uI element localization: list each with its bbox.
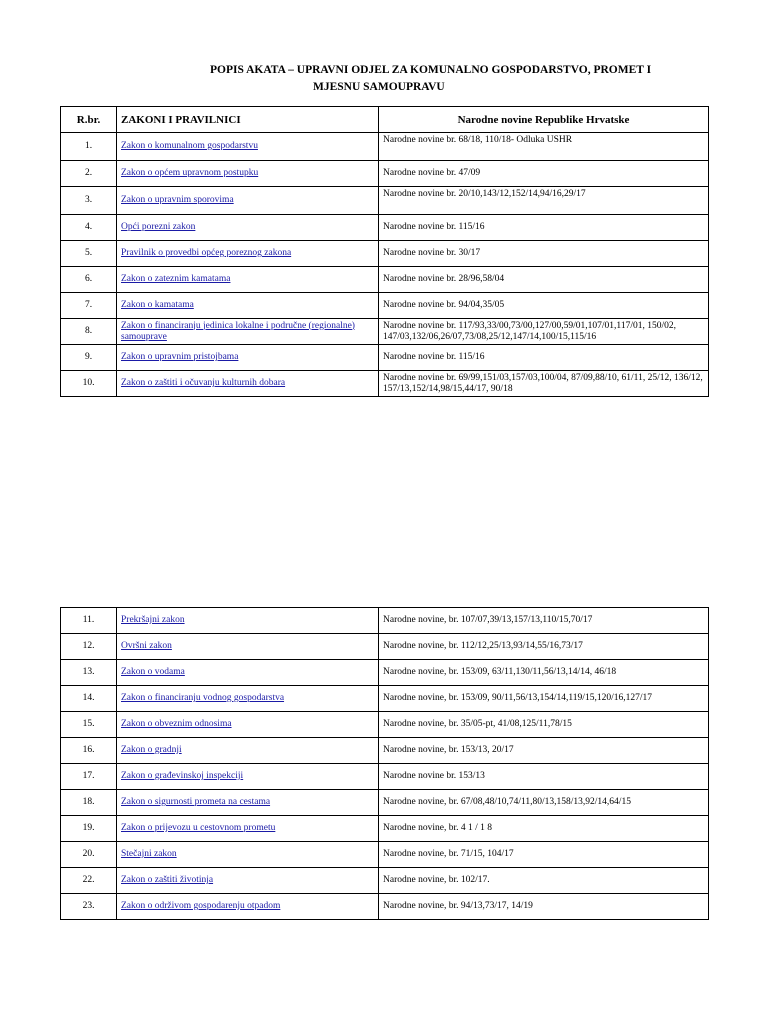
- law-link[interactable]: Zakon o održivom gospodarenju otpadom: [121, 901, 281, 911]
- table-row: [61, 738, 709, 764]
- row-number: 8.: [61, 319, 117, 345]
- row-number: 15.: [61, 712, 117, 738]
- table-row: [61, 345, 709, 371]
- table-row: [61, 215, 709, 241]
- law-link[interactable]: Zakon o upravnim pristojbama: [121, 352, 239, 362]
- row-number: 2.: [61, 161, 117, 187]
- table-row: [61, 868, 709, 894]
- title-line-2: MJESNU SAMOUPRAVU: [313, 81, 445, 93]
- gazette-reference: Narodne novine, br. 153/09, 90/11,56/13,154/14,119/15,120/16,127/17: [379, 686, 709, 712]
- law-cell: [117, 738, 379, 764]
- gazette-reference: Narodne novine, br. 107/07,39/13,157/13,110/15,70/17: [379, 608, 709, 634]
- law-link[interactable]: Zakon o gradnji: [121, 745, 182, 755]
- law-link[interactable]: Pravilnik o provedbi općeg poreznog zakona: [121, 248, 292, 258]
- row-number: 4.: [61, 215, 117, 241]
- table-row: [61, 187, 709, 215]
- table-row: [61, 686, 709, 712]
- gazette-reference: Narodne novine br. 153/13: [379, 764, 709, 790]
- law-link[interactable]: Prekršajni zakon: [121, 615, 185, 625]
- law-cell: [117, 293, 379, 319]
- table-row: [61, 319, 709, 345]
- acts-table-part-2: [60, 607, 709, 920]
- law-cell: [117, 868, 379, 894]
- row-number: 6.: [61, 267, 117, 293]
- law-cell: [117, 187, 379, 215]
- row-number: 9.: [61, 345, 117, 371]
- table-row: [61, 371, 709, 397]
- gazette-reference: Narodne novine, br. 4 1 / 1 8: [379, 816, 709, 842]
- law-cell: [117, 267, 379, 293]
- law-cell: [117, 894, 379, 920]
- gazette-reference: Narodne novine br. 69/99,151/03,157/03,100/04, 87/09,88/10, 61/11, 25/12, 136/12, 157/13,152/14,98/15,44/17, 90/18: [379, 371, 709, 397]
- law-link[interactable]: Zakon o financiranju jedinica lokalne i područne (regionalne) samouprave: [121, 320, 355, 342]
- law-link[interactable]: Zakon o vodama: [121, 667, 185, 677]
- gazette-reference: Narodne novine br. 115/16: [379, 215, 709, 241]
- table-row: [61, 267, 709, 293]
- gazette-reference: Narodne novine br. 68/18, 110/18- Odluka USHR: [379, 133, 709, 161]
- table-row: [61, 161, 709, 187]
- law-cell: [117, 660, 379, 686]
- law-cell: [117, 215, 379, 241]
- header-gazette: Narodne novine Republike Hrvatske: [379, 107, 709, 133]
- law-cell: [117, 608, 379, 634]
- law-cell: [117, 345, 379, 371]
- law-link[interactable]: Zakon o upravnim sporovima: [121, 195, 234, 205]
- table-row: [61, 894, 709, 920]
- law-cell: [117, 634, 379, 660]
- row-number: 19.: [61, 816, 117, 842]
- law-cell: [117, 816, 379, 842]
- law-link[interactable]: Zakon o financiranju vodnog gospodarstva: [121, 693, 285, 703]
- table-row: [61, 842, 709, 868]
- law-link[interactable]: Zakon o kamatama: [121, 300, 194, 310]
- table-row: [61, 660, 709, 686]
- gazette-reference: Narodne novine, br. 153/09, 63/11,130/11,56/13,14/14, 46/18: [379, 660, 709, 686]
- gazette-reference: Narodne novine, br. 94/13,73/17, 14/19: [379, 894, 709, 920]
- law-link[interactable]: Zakon o obveznim odnosima: [121, 719, 232, 729]
- law-link[interactable]: Opći porezni zakon: [121, 222, 196, 232]
- table-row: [61, 608, 709, 634]
- row-number: 16.: [61, 738, 117, 764]
- header-law: ZAKONI I PRAVILNICI: [117, 107, 379, 133]
- law-cell: [117, 241, 379, 267]
- row-number: 22.: [61, 868, 117, 894]
- gazette-reference: Narodne novine, br. 35/05-pt, 41/08,125/11,78/15: [379, 712, 709, 738]
- law-link[interactable]: Ovršni zakon: [121, 641, 172, 651]
- law-link[interactable]: Zakon o građevinskoj inspekciji: [121, 771, 244, 781]
- law-cell: [117, 790, 379, 816]
- header-number: R.br.: [61, 107, 117, 133]
- row-number: 18.: [61, 790, 117, 816]
- law-cell: [117, 712, 379, 738]
- law-cell: [117, 686, 379, 712]
- law-cell: [117, 371, 379, 397]
- law-link[interactable]: Zakon o sigurnosti prometa na cestama: [121, 797, 271, 807]
- law-link[interactable]: Zakon o komunalnom gospodarstvu: [121, 141, 258, 151]
- gazette-reference: Narodne novine br. 117/93,33/00,73/00,127/00,59/01,107/01,117/01, 150/02, 147/03,132/06,26/07,73/08,25/12,147/14,100/15,115/16: [379, 319, 709, 345]
- row-number: 7.: [61, 293, 117, 319]
- title-line-1: POPIS AKATA – UPRAVNI ODJEL ZA KOMUNALNO GOSPODARSTVO, PROMET I: [210, 64, 652, 76]
- law-cell: [117, 133, 379, 161]
- law-cell: [117, 764, 379, 790]
- table-row: [61, 764, 709, 790]
- gazette-reference: Narodne novine br. 115/16: [379, 345, 709, 371]
- row-number: 12.: [61, 634, 117, 660]
- gazette-reference: Narodne novine br. 28/96,58/04: [379, 267, 709, 293]
- table-row: [61, 133, 709, 161]
- law-link[interactable]: Zakon o prijevozu u cestovnom prometu: [121, 823, 276, 833]
- table-row: [61, 712, 709, 738]
- gazette-reference: Narodne novine, br. 71/15, 104/17: [379, 842, 709, 868]
- law-cell: [117, 842, 379, 868]
- law-link[interactable]: Zakon o zaštiti i očuvanju kulturnih dobara: [121, 378, 286, 388]
- law-link[interactable]: Stečajni zakon: [121, 849, 177, 859]
- row-number: 17.: [61, 764, 117, 790]
- row-number: 23.: [61, 894, 117, 920]
- law-cell: [117, 161, 379, 187]
- row-number: 13.: [61, 660, 117, 686]
- gazette-reference: Narodne novine br. 94/04,35/05: [379, 293, 709, 319]
- law-link[interactable]: Zakon o općem upravnom postupku: [121, 168, 259, 178]
- table-row: [61, 293, 709, 319]
- row-number: 5.: [61, 241, 117, 267]
- law-link[interactable]: Zakon o zaštiti životinja: [121, 875, 214, 885]
- table-header-row: [61, 107, 709, 133]
- gazette-reference: Narodne novine br. 20/10,143/12,152/14,94/16,29/17: [379, 187, 709, 215]
- gazette-reference: Narodne novine, br. 112/12,25/13,93/14,55/16,73/17: [379, 634, 709, 660]
- law-cell: [117, 319, 379, 345]
- table-row: [61, 634, 709, 660]
- row-number: 3.: [61, 187, 117, 215]
- gazette-reference: Narodne novine, br. 153/13, 20/17: [379, 738, 709, 764]
- row-number: 11.: [61, 608, 117, 634]
- row-number: 1.: [61, 133, 117, 161]
- table-row: [61, 790, 709, 816]
- law-link[interactable]: Zakon o zateznim kamatama: [121, 274, 231, 284]
- table-row: [61, 816, 709, 842]
- row-number: 20.: [61, 842, 117, 868]
- gazette-reference: Narodne novine br. 47/09: [379, 161, 709, 187]
- row-number: 10.: [61, 371, 117, 397]
- gazette-reference: Narodne novine, br. 102/17.: [379, 868, 709, 894]
- gazette-reference: Narodne novine br. 30/17: [379, 241, 709, 267]
- table-row: [61, 241, 709, 267]
- gazette-reference: Narodne novine, br. 67/08,48/10,74/11,80/13,158/13,92/14,64/15: [379, 790, 709, 816]
- acts-table-part-1: [60, 106, 709, 397]
- row-number: 14.: [61, 686, 117, 712]
